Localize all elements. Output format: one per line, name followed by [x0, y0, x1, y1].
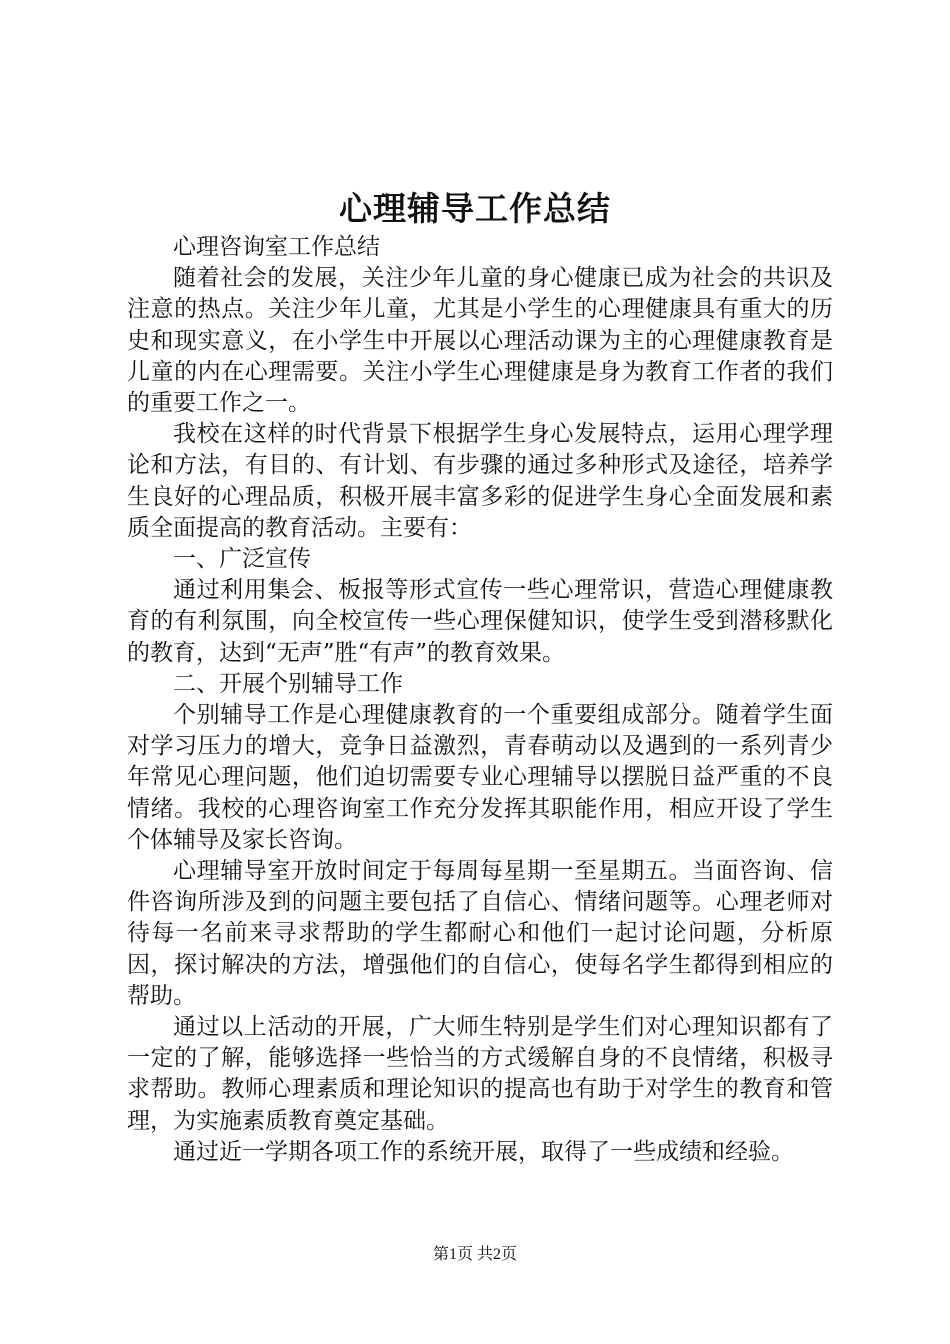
- paragraph: 我校在这样的时代背景下根据学生身心发展特点，运用心理学理论和方法，有目的、有计划、有步骤的通过多种形式及途径，培养学生良好的心理品质，积极开展丰富多彩的促进学生身心全面发展和素质全面提高的教育活动。主要有：: [127, 421, 833, 541]
- section-heading: 一、广泛宣传: [173, 546, 311, 573]
- document-body: [127, 232, 833, 1168]
- paragraph: 通过近一学期各项工作的系统开展，取得了一些成绩和经验。: [173, 1138, 794, 1165]
- paragraph: 个别辅导工作是心理健康教育的一个重要组成部分。随着学生面对学习压力的增大，竞争日益激烈，青春萌动以及遇到的一系列青少年常见心理问题，他们迫切需要专业心理辅导以摆脱日益严重的不良情绪。我校的心理咨询室工作充分发挥其职能作用，相应开设了学生个体辅导及家长咨询。: [127, 702, 833, 853]
- paragraph: 随着社会的发展，关注少年儿童的身心健康已成为社会的共识及注意的热点。关注少年儿童，尤其是小学生的心理健康具有重大的历史和现实意义，在小学生中开展以心理活动课为主的心理健康教育是儿童的内在心理需要。关注小学生心理健康是身为教育工作者的我们的重要工作之一。: [127, 265, 833, 417]
- section-heading: 二、开展个别辅导工作: [173, 670, 403, 697]
- paragraph: 心理辅导室开放时间定于每周每星期一至星期五。当面咨询、信件咨询所涉及到的问题主要包括了自信心、情绪问题等。心理老师对待每一名前来寻求帮助的学生都耐心和他们一起讨论问题，分析原因，探讨解决的方法，增强他们的自信心，使每名学生都得到相应的帮助。: [127, 858, 833, 1009]
- paragraph-subtitle: 心理咨询室工作总结: [173, 234, 380, 260]
- page-footer: 第1页 共2页: [432, 1246, 517, 1263]
- paragraph: 通过以上活动的开展，广大师生特别是学生们对心理知识都有了一定的了解，能够选择一些恰当的方式缓解自身的不良情绪，积极寻求帮助。教师心理素质和理论知识的提高也有助于对学生的教育和管理，为实施素质教育奠定基础。: [127, 1014, 833, 1134]
- document-title: 心理辅导工作总结: [339, 189, 611, 228]
- paragraph: 通过利用集会、板报等形式宣传一些心理常识，营造心理健康教育的有利氛围，向全校宣传一些心理保健知识，使学生受到潜移默化的教育，达到“无声”胜“有声”的教育效果。: [127, 577, 833, 666]
